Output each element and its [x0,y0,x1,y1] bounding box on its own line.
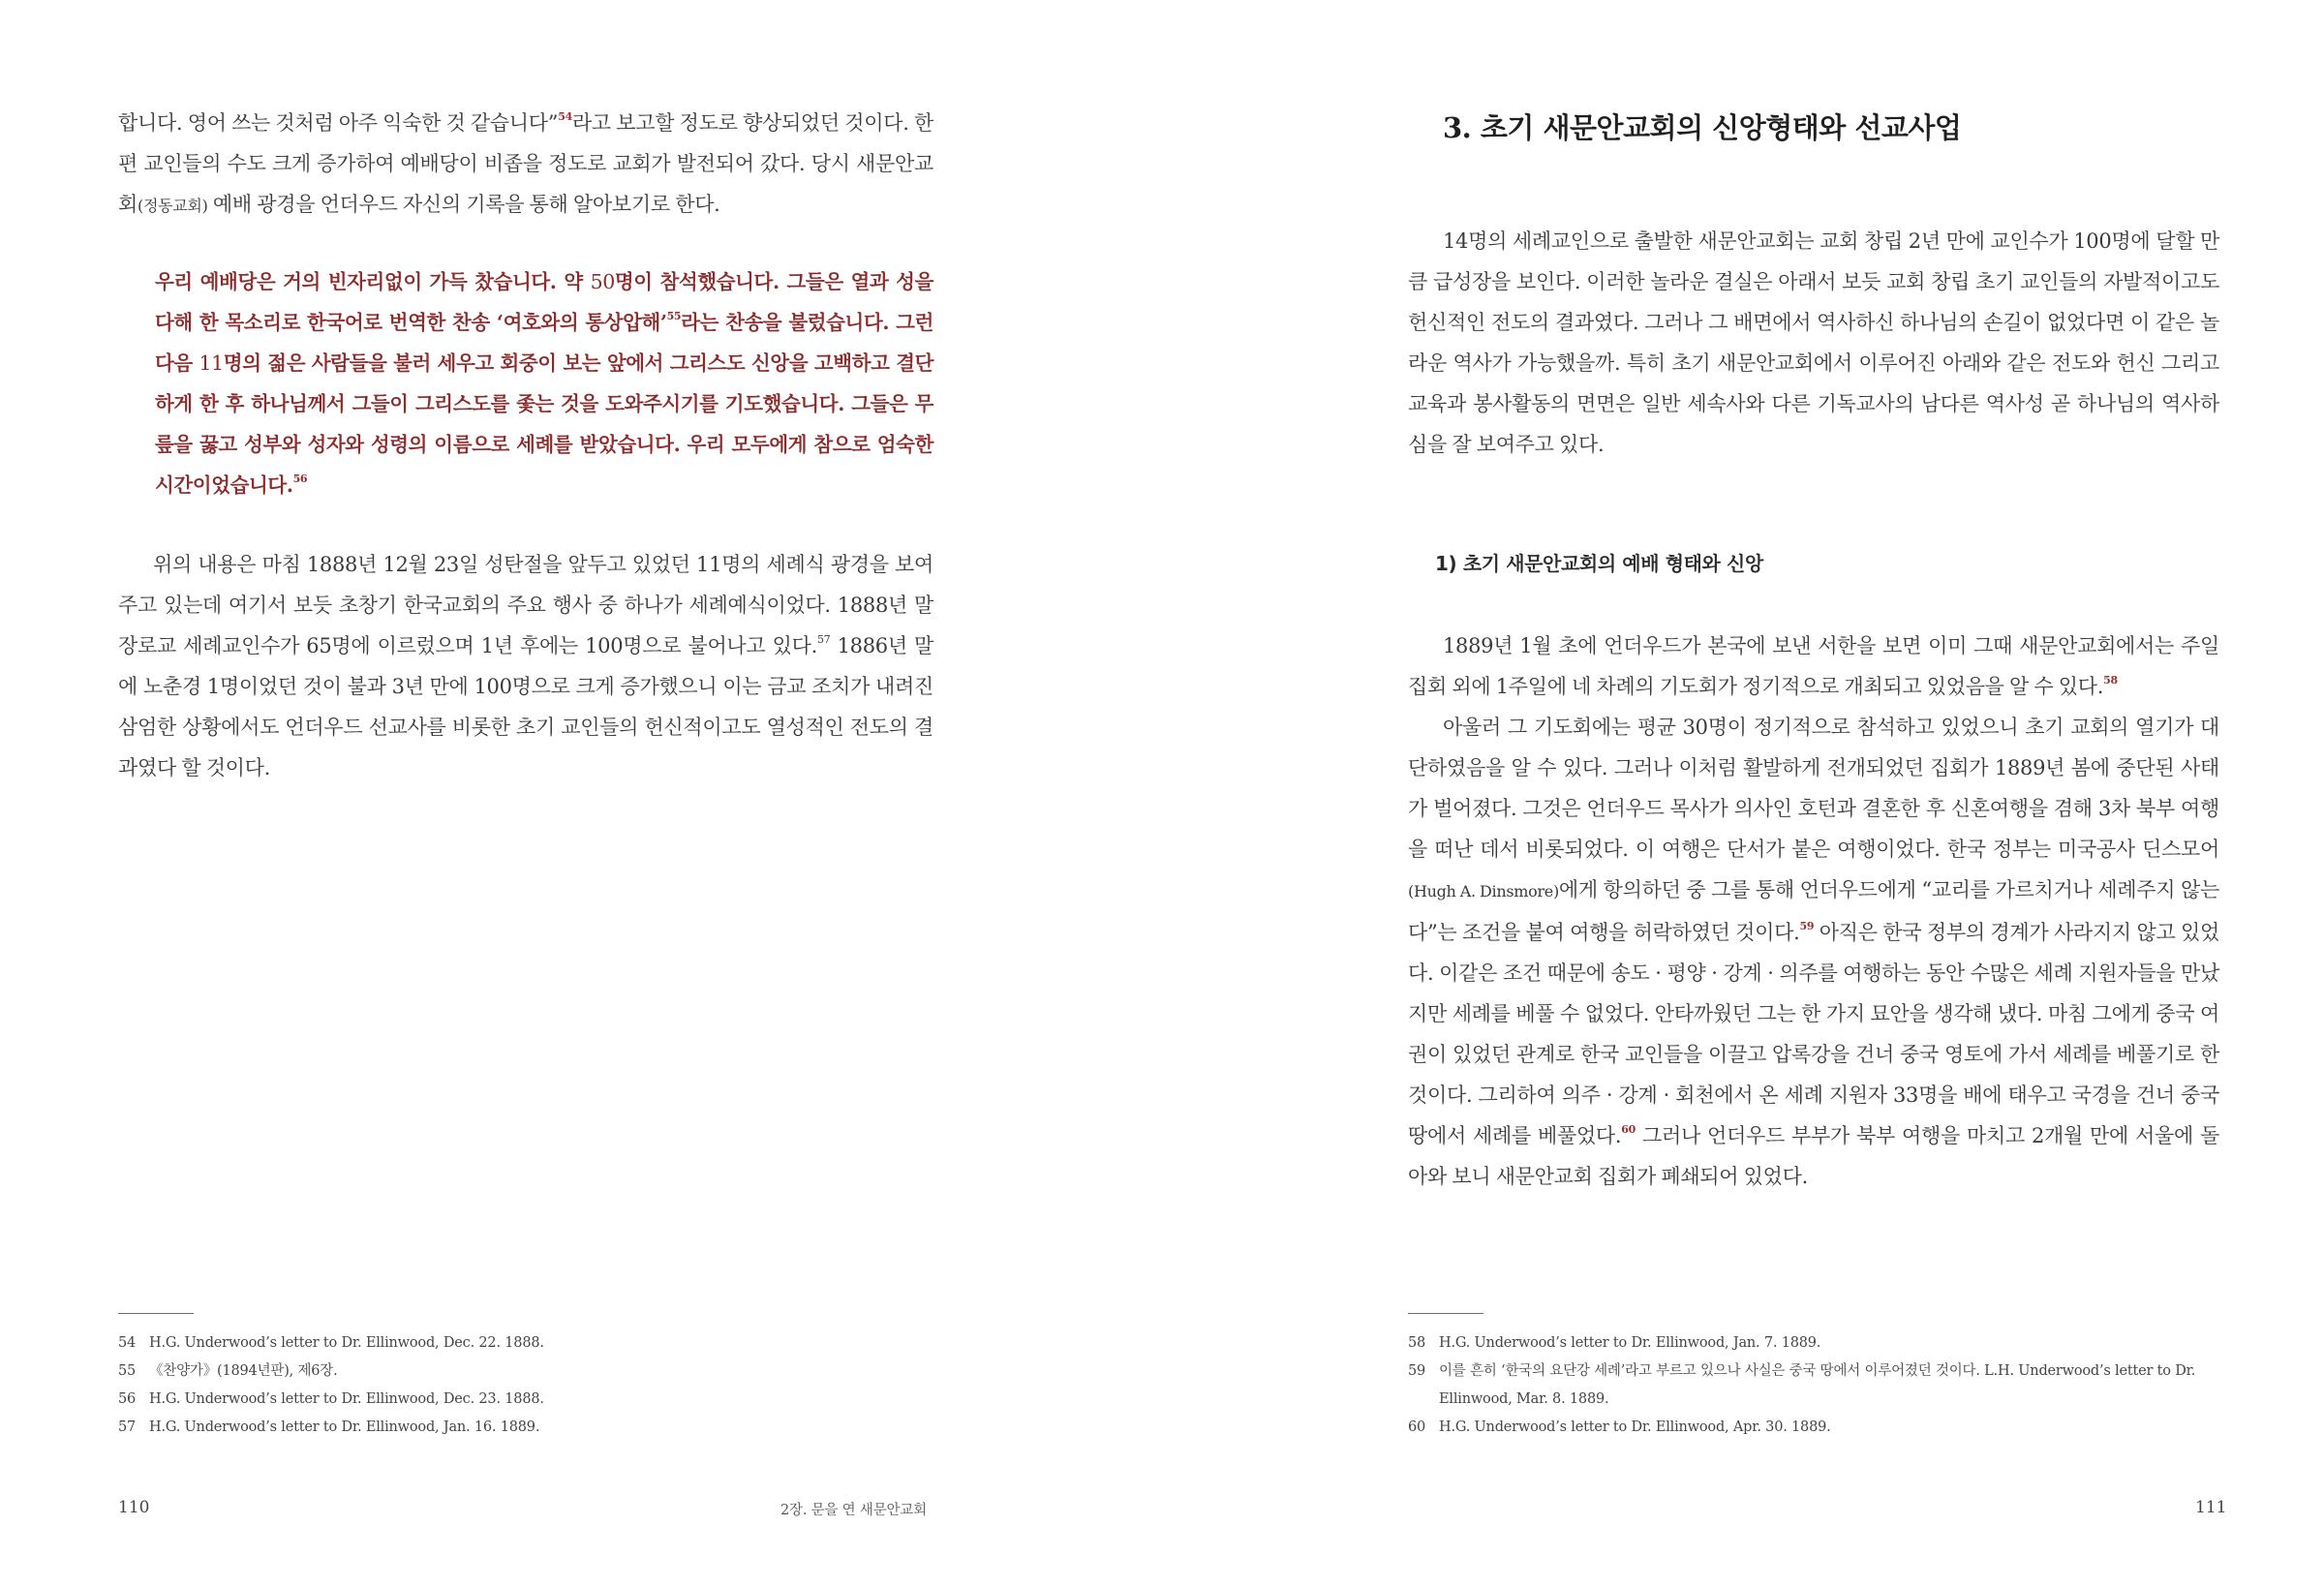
right-intro-text [1408,221,2219,465]
right-footnotes [1408,1329,2219,1442]
section-title: 3. 초기 새문안교회의 신앙형태와 선교사업 [1443,111,1962,144]
footnote-item: 54 H.G. Underwood’s letter to Dr. Ellinwood, Dec. 22. 1888. [118,1335,544,1351]
footnote-item: 56 H.G. Underwood’s letter to Dr. Ellinwood, Dec. 23. 1888. [118,1391,544,1407]
footnote-rule [118,1313,194,1314]
page-number-left: 110 [118,1498,150,1517]
right-intro-paragraph: 14명의 세례교인으로 출발한 새문안교회는 교회 창립 2년 만에 교인수가 100명에 달할 만큼 급성장을 보인다. 이러한 놀라운 결실은 아래서 보듯 교회 창립 초기 교인들의 자발적이고도 헌신적인 전도의 결과였다. 그러나 그 배면에서 역사하신 하나님의 손길이 없었다면 이 같은 놀라운 역사가 가능했을까. 특히 초기 새문안교회에서 이루어진 아래와 같은 전도와 헌신 그리고 교육과 봉사활동의 면면은 일반 세속사와 다른 기독교사의 남다른 역사성 곧 하나님의 역사하심을 잘 보여주고 있다. [1408,229,2219,456]
footnote-item: 59 이를 흔히 ‘한국의 요단강 세례’라고 부르고 있으나 사실은 중국 땅에서 이루어졌던 것이다. L.H. Underwood’s letter to Dr. Ellinwood, Mar. 8. 1889. [1408,1363,2196,1407]
footnote-item: 60 H.G. Underwood’s letter to Dr. Ellinwood, Apr. 30. 1889. [1408,1419,1831,1435]
footnote-item: 58 H.G. Underwood’s letter to Dr. Ellinwood, Jan. 7. 1889. [1408,1335,1821,1351]
page-number-right: 111 [2195,1498,2227,1517]
running-head: 2장. 문을 연 새문안교회 [780,1503,927,1518]
left-intro-text [118,103,933,227]
block-quote-text: 우리 예배당은 거의 빈자리없이 가득 찼습니다. 약 50명이 참석했습니다. 그들은 열과 성을 다해 한 목소리로 한국어로 번역한 찬송 ‘여호와의 통상압해’$^{55}$라는 찬송을 불렀습니다. 그런 다음 11명의 젊은 사람들을 불러 세우고 회중이 보는 앞에서 그리스도 신앙을 고백하고 결단하게 한 후 하나님께서 그들이 그리스도를 좇는 것을 도와주시기를 기도했습니다. 그들은 무릎을 꿇고 성부와 성자와 성령의 이름으로 세례를 받았습니다. 우리 모두에게 참으로 엄숙한 시간이었습니다.$^{56}$ [155,270,934,497]
right-page [1162,0,2324,1587]
right-body-text [1408,626,2219,1197]
footnote-item: 55 《찬양가》(1894년판), 제6장. [118,1363,338,1379]
right-paragraph-1: 1889년 1월 초에 언더우드가 본국에 보낸 서한을 보면 이미 그때 새문안교회에서는 주일 집회 외에 1주일에 네 차례의 기도회가 정기적으로 개최되고 있었음을 알 수 있다.$^{58}$ [1408,634,2219,698]
left-after-quote-text [118,544,933,788]
left-footnotes [118,1329,933,1442]
subsection-title: 1) 초기 새문안교회의 예배 형태와 신앙 [1435,552,1763,575]
block-quote [155,261,933,505]
left-intro-paragraph: 합니다. 영어 쓰는 것처럼 아주 익숙한 것 같습니다”$^{54}$라고 보고할 정도로 향상되었던 것이다. 한편 교인들의 수도 크게 증가하여 예배당이 비좁을 정도로 교회가 발전되어 갔다. 당시 새문안교회(정동교회) 예배 광경을 언더우드 자신의 기록을 통해 알아보기로 한다. [118,110,933,216]
footnote-item: 57 H.G. Underwood’s letter to Dr. Ellinwood, Jan. 16. 1889. [118,1419,540,1435]
footnote-rule [1408,1313,1483,1314]
right-paragraph-2: 아울러 그 기도회에는 평균 30명이 정기적으로 참석하고 있었으니 초기 교회의 열기가 대단하였음을 알 수 있다. 그러나 이처럼 활발하게 전개되었던 집회가 1889년 봄에 중단된 사태가 벌어졌다. 그것은 언더우드 목사가 의사인 호턴과 결혼한 후 신혼여행을 겸해 3차 북부 여행을 떠난 데서 비롯되었다. 이 여행은 단서가 붙은 여행이었다. 한국 정부는 미국공사 딘스모어(Hugh A. Dinsmore)에게 항의하던 중 그를 통해 언더우드에게 “교리를 가르치거나 세례주지 않는다”는 조건을 붙여 여행을 허락하였던 것이다.$^{59}$ 아직은 한국 정부의 경계가 사라지지 않고 있었다. 이같은 조건 때문에 송도 · 평양 · 강계 · 의주를 여행하는 동안 수많은 세례 지원자들을 만났지만 세례를 베풀 수 없었다. 안타까웠던 그는 한 가지 묘안을 생각해 냈다. 마침 그에게 중국 여권이 있었던 관계로 한국 교인들을 이끌고 압록강을 건너 중국 영토에 가서 세례를 베풀기로 한 것이다. 그리하여 의주 · 강계 · 회천에서 온 세례 지원자 33명을 배에 태우고 국경을 건너 중국 땅에서 세례를 베풀었다.$^{60}$ 그러나 언더우드 부부가 북부 여행을 마치고 2개월 만에 서울에 돌아와 보니 새문안교회 집회가 폐쇄되어 있었다. [1408,716,2219,1188]
left-after-quote-paragraph: 위의 내용은 마침 1888년 12월 23일 성탄절을 앞두고 있었던 11명의 세례식 광경을 보여주고 있는데 여기서 보듯 초창기 한국교회의 주요 행사 중 하나가 세례예식이었다. 1888년 말 장로교 세례교인수가 65명에 이르렀으며 1년 후에는 100명으로 불어나고 있다.$^{57}$ 1886년 말에 노춘경 1명이었던 것이 불과 3년 만에 100명으로 크게 증가했으니 이는 금교 조치가 내려진 삼엄한 상황에서도 언더우드 선교사를 비롯한 초기 교인들의 헌신적이고도 열성적인 전도의 결과였다 할 것이다. [118,553,933,779]
